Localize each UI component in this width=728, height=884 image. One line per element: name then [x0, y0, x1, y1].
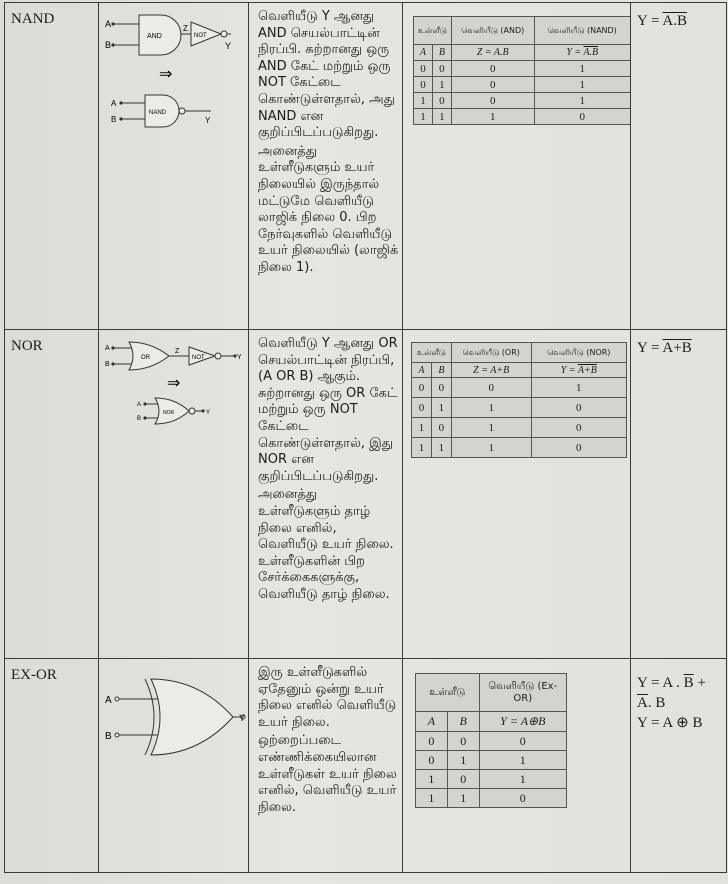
boolean-expression: Y = A . $\overline{B}$ + $\overline{A}$. B Y = A ⊕ B	[637, 675, 706, 731]
description-para-1: வெளியீடு Y ஆனது OR செயல்பாட்டின் நிரப்பி, (A OR B) ஆகும். சுற்றானது ஒரு OR கேட் மற்றும் ஒரு NOT கேட்டை கொண்டுள்ளதால், இது NOR என குறிப்பிடப்படுகிறது.	[258, 336, 398, 484]
logic-gates-table	[4, 2, 727, 873]
description-cell	[249, 3, 403, 330]
gate-and-label: AND	[147, 33, 162, 40]
tt-row: 1 0 1	[416, 770, 567, 789]
th-output-nand: வெளியீடு (NAND)	[534, 17, 631, 45]
gate-nor-label: NOR	[163, 410, 175, 416]
output-y-label: Y	[239, 713, 246, 723]
input-a-label: A	[105, 695, 112, 706]
th-input: உள்ளீடு	[412, 343, 452, 363]
input-b2-label: B	[111, 115, 117, 124]
th-z: Z = A+B	[451, 363, 531, 378]
gate-name-cell	[5, 3, 99, 330]
th-y: Y = A⊕B	[479, 712, 566, 732]
th-z: Z = A.B	[451, 45, 534, 61]
tt-row: 0 0 0	[416, 732, 567, 751]
th-y: Y = A+B	[531, 363, 626, 378]
diagram-cell	[99, 3, 249, 330]
boolean-expression: Y = A+B	[637, 340, 692, 356]
th-input: உள்ளீடு	[416, 674, 480, 712]
tt-row: 0 0 0 1	[414, 61, 631, 77]
output-y2-label: Y	[205, 116, 211, 125]
table-row-nor	[5, 330, 727, 659]
tt-row: 0 1 1	[416, 751, 567, 770]
truth-table-exor	[415, 673, 567, 808]
tt-row: 1 1 0	[416, 789, 567, 808]
input-a-label: A	[105, 345, 110, 352]
expression-cell	[631, 659, 727, 873]
th-output-exor: வெளியீடு (Ex-OR)	[479, 674, 566, 712]
tt-row: 1 0 0 1	[414, 93, 631, 109]
z-label: Z	[183, 24, 188, 33]
equivalent-arrow: ⇒	[167, 375, 181, 392]
input-b-label: B	[105, 731, 112, 742]
boolean-expression: Y = A.B	[637, 13, 688, 29]
description-para-2: அனைத்து உள்ளீடுகளும் உயர் நிலையில் இருந்தால் மட்டுமே வெளியீடு லாஜிக் நிலை 0. பிற நேர்வுகளில் வெளியீடு உயர் நிலையில் (லாஜிக் நிலை 1).	[258, 143, 399, 275]
truth-table-cell	[403, 330, 631, 659]
description-para-2: அனைத்து உள்ளீடுகளும் தாழ் நிலை எனில், வெளியீடு உயர் நிலை. உள்ளீடுகளின் பிற சேர்க்கைகளுக்கு, வெளியீடு தாழ் நிலை.	[258, 487, 394, 602]
description-para-1: இரு உள்ளீடுகளில் ஏதேனும் ஒன்று உயர் நிலை எனில் வெளியீடு உயர் நிலை.	[258, 665, 397, 730]
gate-name: NOR	[11, 338, 43, 354]
output-y-label: Y	[225, 41, 232, 51]
description-para-1: வெளியீடு Y ஆனது AND செயல்பாட்டின் நிரப்பி. சுற்றானது ஒரு AND கேட் மற்றும் ஒரு NOT கேட்டை கொண்டுள்ளதால், அது NAND என குறிப்பிடப்படுகிறது.	[258, 9, 395, 141]
th-input: உள்ளீடு	[414, 17, 452, 45]
th-a: A	[414, 45, 433, 61]
gate-not-label: NOT	[194, 33, 207, 39]
input-b-label: B	[105, 361, 110, 368]
exor-diagram	[99, 659, 249, 759]
description-para-2: ஒற்றைப்படை எண்ணிக்கையிலான உள்ளீடுகள் உயர் நிலை எனில், வெளியீடு உயர் நிலை.	[258, 733, 397, 815]
diagram-cell	[99, 659, 249, 873]
tt-row: 0 1 1 0	[412, 398, 627, 418]
truth-table-cell	[403, 659, 631, 873]
gate-name: NAND	[11, 11, 55, 27]
gate-or-label: OR	[141, 355, 150, 361]
th-b: B	[447, 712, 479, 732]
input-a2-label: A	[111, 99, 117, 108]
input-b2-label: B	[137, 416, 142, 422]
input-a-label: A	[105, 19, 112, 29]
th-output-or: வெளியீடு (OR)	[451, 343, 531, 363]
gate-name-cell	[5, 330, 99, 659]
th-output-and: வெளியீடு (AND)	[451, 17, 534, 45]
gate-name: EX-OR	[11, 667, 57, 683]
table-row-nand	[5, 3, 727, 330]
gate-nand-label: NAND	[149, 110, 167, 116]
truth-table-nor	[411, 342, 627, 458]
th-y: Y = A.B	[534, 45, 631, 61]
tt-row: 1 0 1 0	[412, 418, 627, 438]
th-a: A	[412, 363, 432, 378]
input-b-label: B	[105, 40, 112, 50]
th-b: B	[432, 45, 451, 61]
diagram-cell	[99, 330, 249, 659]
input-a2-label: A	[137, 402, 142, 408]
z-label: Z	[175, 348, 180, 355]
description-cell	[249, 330, 403, 659]
truth-table-cell	[403, 3, 631, 330]
output-y2-label: Y	[206, 410, 211, 416]
th-b: B	[431, 363, 451, 378]
output-y-label: Y	[237, 354, 242, 361]
equivalent-arrow: ⇒	[159, 66, 173, 83]
tt-row: 0 0 0 1	[412, 378, 627, 398]
gate-not-label: NOT	[192, 355, 205, 361]
gate-name-cell	[5, 659, 99, 873]
tt-row: 1 1 1 0	[414, 109, 631, 125]
expression-cell	[631, 330, 727, 659]
description-cell	[249, 659, 403, 873]
truth-table-nand	[413, 16, 631, 125]
tt-row: 1 1 1 0	[412, 438, 627, 458]
tt-row: 0 1 0 1	[414, 77, 631, 93]
nor-diagram	[99, 330, 249, 430]
table-row-exor	[5, 659, 727, 873]
th-a: A	[416, 712, 448, 732]
expression-cell	[631, 3, 727, 330]
nand-diagram	[99, 3, 249, 133]
th-output-nor: வெளியீடு (NOR)	[531, 343, 626, 363]
